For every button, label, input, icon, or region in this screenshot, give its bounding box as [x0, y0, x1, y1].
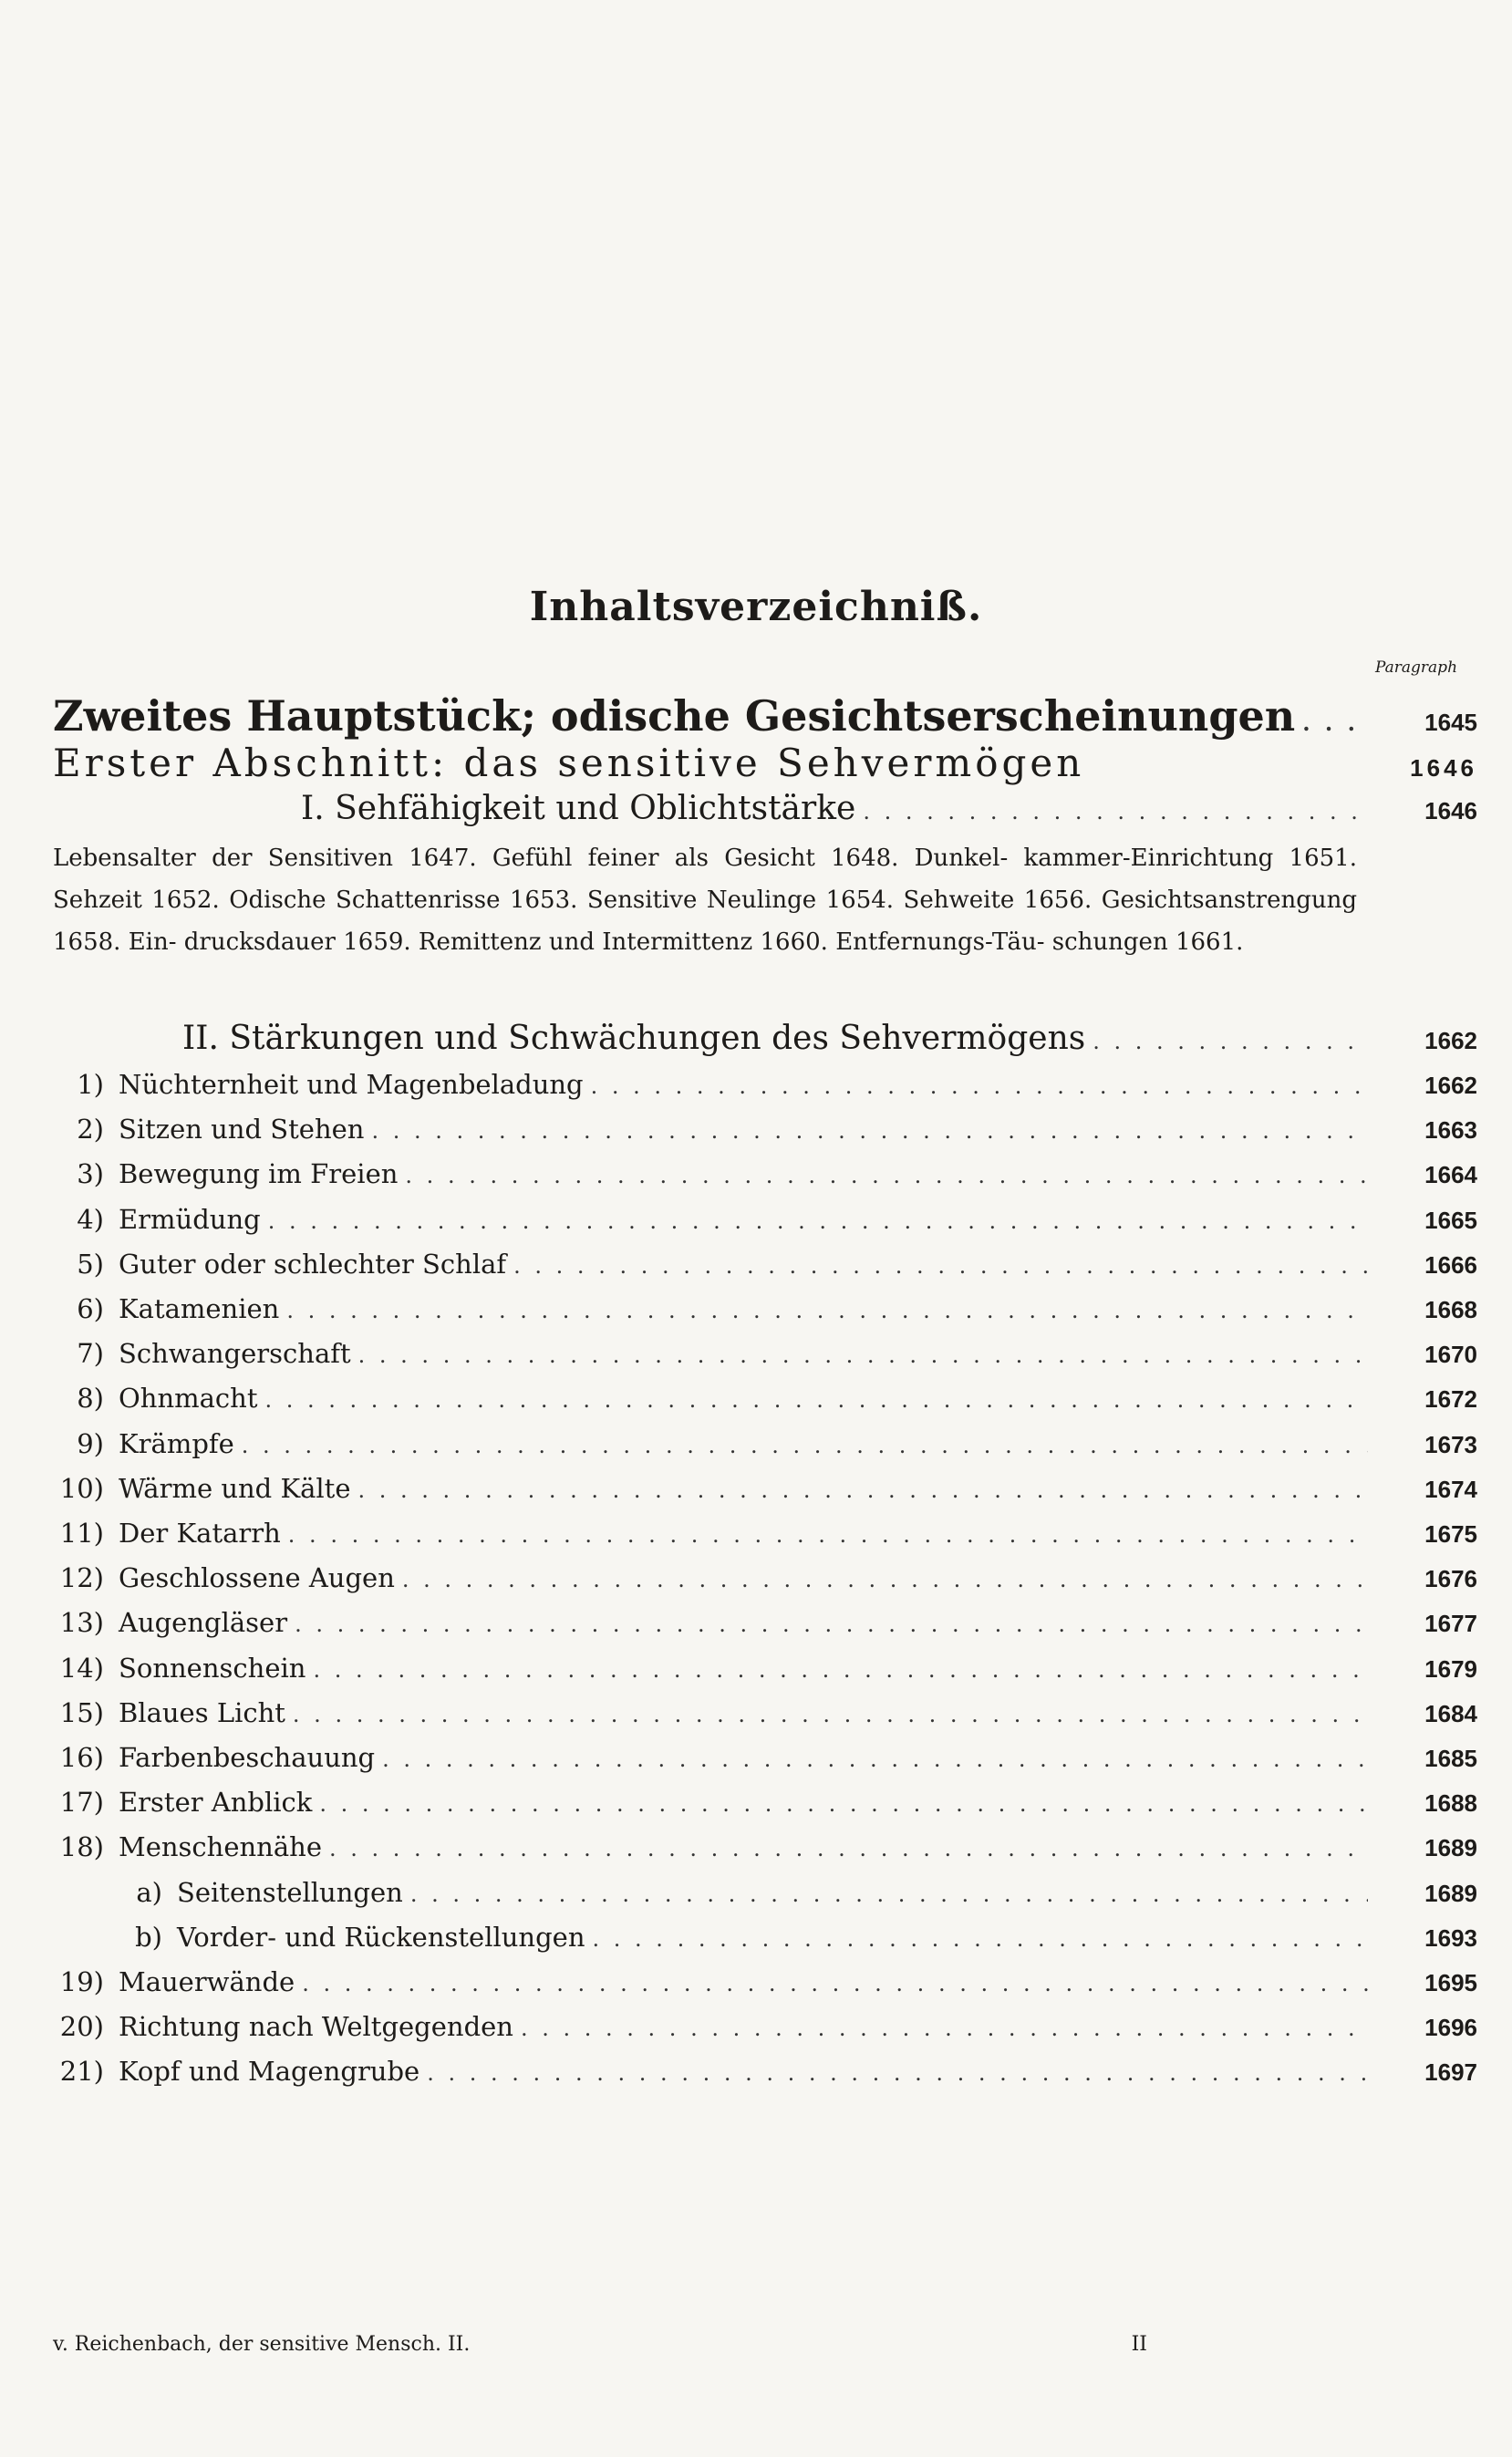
toc-entry	[0, 1069, 1512, 1113]
entry-title: Schwangerschaft	[119, 1338, 351, 1369]
leader-dots	[319, 1791, 1368, 1817]
leader-dots	[242, 1433, 1368, 1458]
entry-number: 20)	[59, 2011, 104, 2042]
entry-page: 1684	[1424, 1700, 1477, 1727]
leader-dots	[382, 1747, 1368, 1772]
toc-entry	[0, 1114, 1512, 1157]
entry-number: 14)	[59, 1653, 104, 1684]
toc-entry	[0, 1204, 1512, 1248]
entry-label	[53, 1877, 403, 1908]
toc-entry	[0, 1607, 1512, 1651]
entry-label	[53, 1069, 584, 1100]
entry-title: Wärme und Kälte	[119, 1473, 351, 1504]
leader-dots	[295, 1612, 1368, 1637]
leader-dots	[358, 1477, 1368, 1503]
entry-page: 1685	[1424, 1745, 1477, 1772]
entry-title: Mauerwände	[119, 1966, 295, 1997]
entry-label	[53, 1428, 234, 1459]
toc-entry	[0, 1158, 1512, 1202]
entry-number: 10)	[59, 1473, 104, 1504]
toc-entry	[0, 2056, 1512, 2099]
section-two-label: II. Stärkungen und Schwächungen des Sehvermögens	[182, 1020, 1086, 1057]
entry-number: 13)	[59, 1607, 104, 1638]
leader-dots	[1302, 710, 1368, 736]
entry-page: 1676	[1424, 1565, 1477, 1592]
entry-number: 17)	[59, 1787, 104, 1818]
entry-page: 1664	[1424, 1161, 1477, 1188]
toc-entry	[0, 1653, 1512, 1696]
section-two-page: 1662	[1424, 1027, 1477, 1054]
toc-entry	[0, 1787, 1512, 1830]
entry-label	[53, 1787, 312, 1818]
page-footer	[53, 2333, 1147, 2356]
entry-page: 1665	[1424, 1207, 1477, 1234]
leader-dots	[863, 799, 1368, 824]
toc-subsection	[0, 741, 1512, 784]
entry-page: 1695	[1424, 1969, 1477, 1996]
leader-dots	[410, 1882, 1368, 1907]
footer-signature: v. Reichenbach, der sensitive Mensch. II.	[53, 2333, 471, 2356]
entry-number: 3)	[77, 1158, 104, 1189]
leader-dots	[371, 1118, 1368, 1144]
entry-number: 2)	[77, 1114, 104, 1145]
entry-label	[53, 1293, 279, 1324]
entry-number: 15)	[59, 1697, 104, 1728]
entry-title: Geschlossene Augen	[119, 1562, 395, 1593]
toc-entry	[0, 1249, 1512, 1292]
toc-entry	[0, 1428, 1512, 1472]
entry-page: 1679	[1424, 1655, 1477, 1683]
entry-page: 1677	[1424, 1610, 1477, 1637]
entry-number: 12)	[59, 1562, 104, 1593]
toc-section-one	[0, 790, 1512, 834]
column-header-paragraph: Paragraph	[1374, 658, 1458, 677]
entry-number: 19)	[59, 1966, 104, 1997]
entry-label	[53, 1158, 398, 1189]
entry-number: 6)	[77, 1293, 104, 1324]
leader-dots	[293, 1702, 1368, 1727]
toc-entry	[0, 1518, 1512, 1561]
section-one-page: 1646	[1424, 797, 1477, 824]
leader-dots	[427, 2060, 1368, 2086]
leader-dots	[405, 1163, 1368, 1188]
entry-label	[53, 1114, 364, 1145]
entry-label	[53, 1653, 306, 1684]
main-section-page: 1645	[1424, 709, 1477, 736]
entry-page: 1693	[1424, 1924, 1477, 1952]
entry-number: 11)	[59, 1518, 104, 1549]
entry-title: Katamenien	[119, 1293, 280, 1324]
entry-title: Sonnenschein	[119, 1653, 306, 1684]
toc-subentry	[0, 1877, 1512, 1921]
toc-main-section	[0, 691, 1512, 741]
toc-entry	[0, 1831, 1512, 1875]
entry-title: Ohnmacht	[119, 1383, 258, 1414]
leader-dots	[265, 1387, 1369, 1413]
entry-title: Blaues Licht	[119, 1697, 285, 1728]
entry-label	[53, 2011, 513, 2042]
entry-title: Bewegung im Freien	[119, 1158, 399, 1189]
leader-dots	[1093, 1029, 1368, 1054]
entry-page: 1668	[1424, 1296, 1477, 1323]
entry-label	[53, 1204, 261, 1235]
toc-entry	[0, 1966, 1512, 2010]
leader-dots	[302, 1971, 1368, 1996]
entry-title: Kopf und Magengrube	[119, 2056, 420, 2087]
entry-number: 16)	[59, 1742, 104, 1773]
entry-title: Augengläser	[119, 1607, 288, 1638]
entry-title: Nüchternheit und Magenbeladung	[119, 1069, 584, 1100]
entry-page: 1666	[1424, 1251, 1477, 1279]
footer-sheet-number: II	[1131, 2333, 1147, 2356]
entry-page: 1696	[1424, 2014, 1477, 2041]
entry-label	[53, 1249, 506, 1280]
entry-page: 1697	[1424, 2058, 1477, 2086]
entry-title: Sitzen und Stehen	[119, 1114, 365, 1145]
leader-dots	[268, 1208, 1368, 1234]
section-one-label: I. Sehfähigkeit und Oblichtstärke	[301, 790, 856, 827]
entry-page: 1670	[1424, 1341, 1477, 1368]
leader-dots	[286, 1298, 1368, 1323]
entry-page: 1689	[1424, 1880, 1477, 1907]
entry-number: 18)	[59, 1831, 104, 1862]
leader-dots	[358, 1343, 1368, 1368]
toc-entry	[0, 1473, 1512, 1517]
entry-number: a)	[136, 1877, 162, 1908]
entry-label	[53, 1338, 351, 1369]
entry-label	[53, 1697, 285, 1728]
entry-title: Vorder- und Rückenstellungen	[177, 1922, 585, 1953]
entry-label	[53, 1742, 375, 1773]
toc-entry	[0, 1697, 1512, 1741]
leader-dots	[513, 1253, 1368, 1279]
leader-dots	[593, 1926, 1368, 1952]
leader-dots	[591, 1073, 1368, 1099]
entry-page: 1663	[1424, 1116, 1477, 1144]
entry-label	[53, 1518, 281, 1549]
entry-page: 1675	[1424, 1520, 1477, 1548]
entry-label	[53, 1831, 322, 1862]
leader-dots	[313, 1657, 1368, 1683]
entry-title: Erster Anblick	[119, 1787, 313, 1818]
entry-title: Ermüdung	[119, 1204, 261, 1235]
entry-number: 7)	[77, 1338, 104, 1369]
entry-title: Seitenstellungen	[177, 1877, 403, 1908]
subsection-label: Erster Abschnitt: das sensitive Sehvermögen	[53, 741, 1085, 785]
entry-label	[53, 1562, 395, 1593]
toc-entry	[0, 2011, 1512, 2055]
entry-page: 1662	[1424, 1072, 1477, 1099]
entry-page: 1673	[1424, 1431, 1477, 1458]
entry-page: 1674	[1424, 1476, 1477, 1503]
entry-label	[53, 1383, 258, 1414]
entry-title: Guter oder schlechter Schlaf	[119, 1249, 507, 1280]
leader-dots	[521, 2016, 1368, 2041]
entry-label	[53, 1966, 295, 1997]
entry-number: 9)	[77, 1428, 104, 1459]
entry-label	[53, 1607, 287, 1638]
subsection-page: 1646	[1410, 754, 1477, 782]
toc-entry	[0, 1562, 1512, 1606]
toc-entry	[0, 1383, 1512, 1426]
toc-section-two	[0, 1020, 1512, 1063]
entry-number: 8)	[77, 1383, 104, 1414]
entry-label	[53, 1922, 585, 1953]
entry-title: Farbenbeschauung	[119, 1742, 376, 1773]
entry-number: 4)	[77, 1204, 104, 1235]
entry-number: 21)	[59, 2056, 104, 2087]
leader-dots	[329, 1836, 1368, 1861]
entry-label	[53, 1473, 351, 1504]
entry-title: Krämpfe	[119, 1428, 234, 1459]
entry-label	[53, 2056, 419, 2087]
entry-title: Richtung nach Weltgegenden	[119, 2011, 513, 2042]
main-section-label: Zweites Hauptstück; odische Gesichtserscheinungen	[53, 691, 1296, 741]
entry-number: b)	[135, 1922, 162, 1953]
entry-title: Der Katarrh	[119, 1518, 281, 1549]
leader-dots	[402, 1567, 1368, 1592]
section-one-summary: Lebensalter der Sensitiven 1647. Gefühl feiner als Gesicht 1648. Dunkel- kammer-Einrichtung 1651. Sehzeit 1652. Odische Schattenrisse 1653. Sensitive Neulinge 1654. Sehweite 1656. Gesichtsanstrengung 1658. Ein- drucksdauer 1659. Remittenz und Intermittenz 1660. Entfernungs-Täu- schungen 1661.	[53, 845, 1357, 956]
toc-subentry	[0, 1922, 1512, 1965]
entry-page: 1688	[1424, 1789, 1477, 1817]
toc-entry	[0, 1338, 1512, 1382]
toc-entry	[0, 1293, 1512, 1337]
entry-number: 1)	[77, 1069, 104, 1100]
page-title: Inhaltsverzeichniß.	[529, 584, 983, 630]
entry-page: 1672	[1424, 1385, 1477, 1413]
toc-entry	[0, 1742, 1512, 1786]
entry-number: 5)	[77, 1249, 104, 1280]
entry-page: 1689	[1424, 1834, 1477, 1861]
leader-dots	[288, 1522, 1368, 1548]
entry-title: Menschennähe	[119, 1831, 322, 1862]
